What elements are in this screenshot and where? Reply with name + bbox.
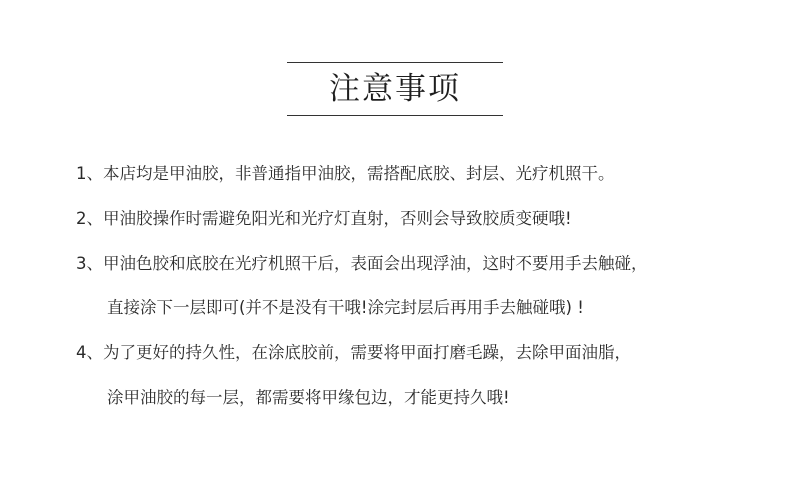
item-number: 3、: [76, 254, 103, 273]
item-number: 2、: [76, 209, 103, 228]
item-text: 为了更好的持久性，在涂底胶前，需要将甲面打磨毛躁，去除甲面油脂，: [103, 343, 631, 362]
item-number: 4、: [76, 343, 103, 362]
page-title: 注意事项: [329, 70, 461, 107]
item-number: 1、: [76, 164, 103, 183]
title-frame: [287, 62, 503, 116]
notice-item-4-continuation: [107, 386, 510, 410]
item-text: 甲油胶操作时需避免阳光和光疗灯直射，否则会导致胶质变硬哦!: [103, 209, 572, 228]
notice-item-2: [76, 207, 572, 231]
item-text-continuation: 涂甲油胶的每一层，都需要将甲缘包边，才能更持久哦!: [107, 388, 510, 407]
notice-item-3-continuation: [107, 296, 584, 320]
item-text-continuation: 直接涂下一层即可(并不是没有干哦!涂完封层后再用手去触碰哦) !: [107, 298, 584, 317]
notice-item-1: [76, 162, 615, 186]
item-text: 甲油色胶和底胶在光疗机照干后，表面会出现浮油，这时不要用手去触碰，: [103, 254, 648, 273]
item-text: 本店均是甲油胶，非普通指甲油胶，需搭配底胶、封层、光疗机照干。: [103, 164, 615, 183]
notice-item-4: [76, 341, 631, 365]
notice-item-3: [76, 252, 648, 276]
